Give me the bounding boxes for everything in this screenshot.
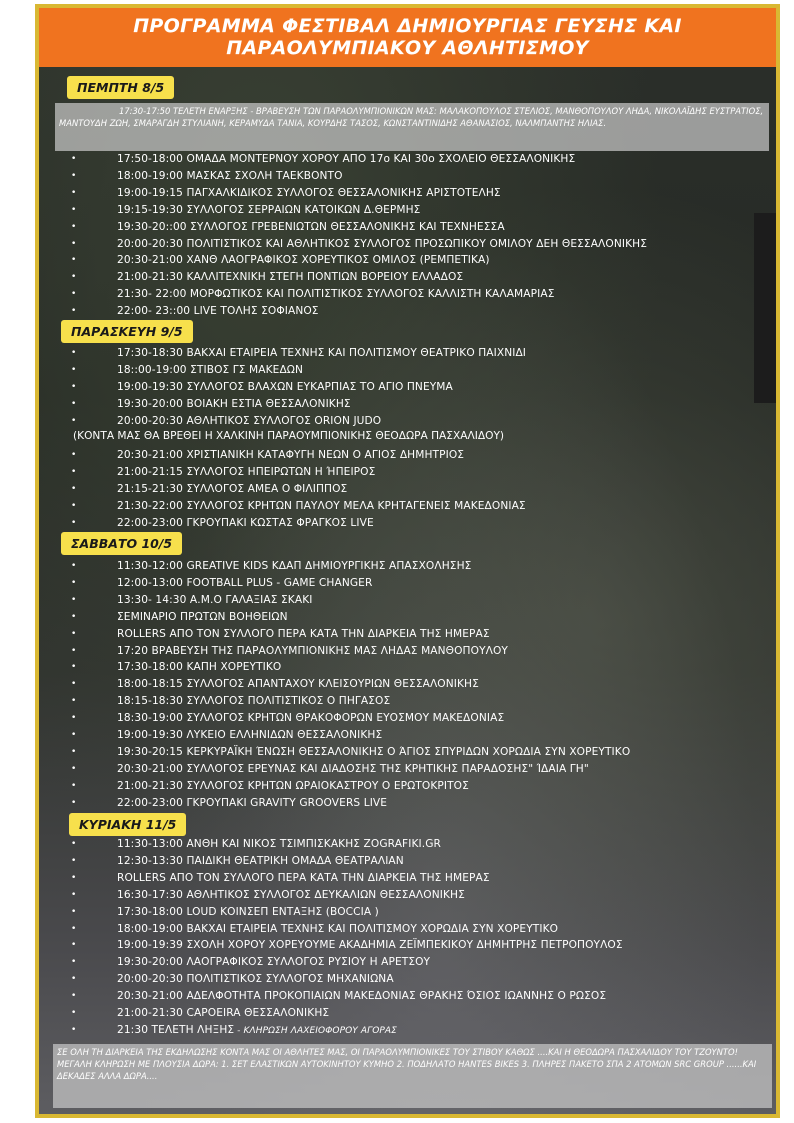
side-bar-decoration — [754, 213, 776, 403]
opening-ceremony-note — [55, 103, 769, 151]
list-item: • 17:20 ΒΡΑΒΕΥΣΗ ΤΗΣ ΠΑΡΑΟΛΥΜΠΙΟΝΙΚΗΣ ΜΑΣ ΛΗΔΑΣ ΜΑΝΘΟΠΟΥΛΟΥ — [71, 643, 630, 660]
list-item: • 21:00-21:30 ΚΑΛΛΙΤΕΧΝΙΚΗ ΣΤΕΓΗ ΠΟΝΤΙΩΝ ΒΟΡΕΙΟΥ ΕΛΛΑΔΟΣ — [71, 269, 647, 286]
list-item: • 17:30-18:00 LOUD ΚΟΙΝΣΕΠ ΕΝΤΑΞΗΣ (BOCCIA ) — [71, 904, 623, 921]
opening-ceremony-text: 17:30-17:50 ΤΕΛΕΤΗ ΕΝΑΡΞΗΣ - ΒΡΑΒΕΥΣΗ ΤΩΝ ΠΑΡΑΟΛΥΜΠΙΟΝΙΚΩΝ ΜΑΣ: ΜΑΛΑΚΟΠΟΥΛΟΣ ΣΤΕΛΙΟΣ, ΜΑΝΘΟΠΟΥΛΟΥ ΛΗΔΑ, ΝΙΚΟΛΑΪΔΗΣ ΕΥΣΤΡΑΤΙΟΣ, ΜΑΝΤΟΥΔΗ ΖΩΗ, ΣΜΑΡΑΓΔΗ ΣΤΥΛΙΑΝΗ, ΚΕΡΑΜΥΔΑ ΤΑΝΙΑ, ΚΟΥΡΔΗΣ ΤΑΣΟΣ, ΚΩΝΣΤΑΝΤΙΝΙΔΗΣ ΑΘΑΝΑΣΙΟΣ, ΝΑΛΜΠΑΝΤΗΣ ΗΛΙΑΣ. — [59, 106, 764, 128]
title-line-1: ΠΡΟΓΡΑΜΜΑ ΦΕΣΤΙΒΑΛ ΔΗΜΙΟΥΡΓΙΑΣ ΓΕΥΣΗΣ ΚΑΙ — [133, 15, 682, 37]
friday-schedule-part-1 — [71, 345, 526, 430]
poster-title — [39, 8, 776, 67]
list-item: • 12:30-13:30 ΠΑΙΔΙΚΗ ΘΕΑΤΡΙΚΗ ΟΜΑΔΑ ΘΕΑΤΡΑΛΙΑΝ — [71, 853, 623, 870]
list-item: • 22:00-23:00 ΓΚΡΟΥΠΑΚΙ GRAVITY GROOVERS LIVE — [71, 795, 630, 812]
title-line-2: ΠΑΡΑΟΛΥΜΠΙΑΚΟΥ ΑΘΛΗΤΙΣΜΟΥ — [226, 37, 589, 59]
list-item: • 22:00- 23::00 LIVE ΤΟΛΗΣ ΣΟΦΙΑΝΟΣ — [71, 303, 647, 320]
festival-poster — [39, 8, 776, 1114]
list-item: • 22:00-23:00 ΓΚΡΟΥΠΑΚΙ ΚΩΣΤΑΣ ΦΡΑΓΚΟΣ LIVE — [71, 515, 526, 532]
list-item: • 11:30-12:00 GREATIVE KIDS ΚΔΑΠ ΔΗΜΙΟΥΡΓΙΚΗΣ ΑΠΑΣΧΟΛΗΣΗΣ — [71, 558, 630, 575]
closing-ceremony-item — [71, 1022, 623, 1040]
list-item: • 21:15-21:30 ΣΥΛΛΟΓΟΣ ΑΜΕΑ Ο ΦΙΛΙΠΠΟΣ — [71, 481, 526, 498]
list-item: • 19:15-19:30 ΣΥΛΛΟΓΟΣ ΣΕΡΡΑΙΩΝ ΚΑΤΟΙΚΩΝ Δ.ΘΕΡΜΗΣ — [71, 202, 647, 219]
closing-ceremony-label: 21:30 ΤΕΛΕΤΗ ΛΗΞΗΣ — [117, 1023, 235, 1036]
list-item: • 20:30-21:00 ΣΥΛΛΟΓΟΣ ΕΡΕΥΝΑΣ ΚΑΙ ΔΙΑΔΟΣΗΣ ΤΗΣ ΚΡΗΤΙΚΗΣ ΠΑΡΑΔΟΣΗΣ" ΊΔΑΙΑ ΓΗ" — [71, 761, 630, 778]
footer-athletes-note: ΣΕ ΟΛΗ ΤΗ ΔΙΑΡΚΕΙΑ ΤΗΣ ΕΚΔΗΛΩΣΗΣ ΚΟΝΤΑ ΜΑΣ ΟΙ ΑΘΛΗΤΕΣ ΜΑΣ, ΟΙ ΠΑΡΑΟΛΥΜΠΙΟΝΙΚΕΣ ΤΟΥ ΣΤΙΒΟΥ ΚΑΘΩΣ ....ΚΑΙ Η ΘΕΟΔΩΡΑ ΠΑΣΧΑΛΙΔΟΥ ΤΟΥ ΤΖΟΥΝΤΟ! — [57, 1047, 738, 1057]
list-item: • 17:30-18:00 ΚΑΠΗ ΧΟΡΕΥΤΙΚΟ — [71, 659, 630, 676]
list-item: • 17:50-18:00 ΟΜΑΔΑ ΜΟΝΤΕΡΝΟΥ ΧΟΡΟΥ ΑΠΟ 17ο ΚΑΙ 30ο ΣΧΟΛΕΙΟ ΘΕΣΣΑΛΟΝΙΚΗΣ — [71, 151, 647, 168]
list-item: • 18:15-18:30 ΣΥΛΛΟΓΟΣ ΠΟΛΙΤΙΣΤΙΚΟΣ Ο ΠΗΓΑΣΟΣ — [71, 693, 630, 710]
list-item: • 18:00-19:00 ΒΑΚΧΑΙ ΕΤΑΙΡΕΙΑ ΤΕΧΝΗΣ ΚΑΙ ΠΟΛΙΤΙΣΜΟΥ ΧΟΡΩΔΙΑ ΣΥΝ ΧΟΡΕΥΤΙΚΟ — [71, 921, 623, 938]
list-item: • 18:00-19:00 ΜΑΣΚΑΣ ΣΧΟΛΗ ΤΑΕΚΒΟΝΤΟ — [71, 168, 647, 185]
day-label-friday: ΠΑΡΑΣΚΕΥΗ 9/5 — [61, 320, 193, 343]
list-item: • 21:30- 22:00 ΜΟΡΦΩΤΙΚΟΣ ΚΑΙ ΠΟΛΙΤΙΣΤΙΚΟΣ ΣΥΛΛΟΓΟΣ ΚΑΛΛΙΣΤΗ ΚΑΛΑΜΑΡΙΑΣ — [71, 286, 647, 303]
list-item: • 21:00-21:30 ΣΥΛΛΟΓΟΣ ΚΡΗΤΩΝ ΩΡΑΙΟΚΑΣΤΡΟΥ Ο ΕΡΩΤΟΚΡΙΤΟΣ — [71, 778, 630, 795]
list-item: • 21:00-21:15 ΣΥΛΛΟΓΟΣ ΗΠΕΙΡΩΤΩΝ Η ΉΠΕΙΡΟΣ — [71, 464, 526, 481]
list-item: • 20:00-20:30 ΠΟΛΙΤΙΣΤΙΚΟΣ ΚΑΙ ΑΘΛΗΤΙΚΟΣ ΣΥΛΛΟΓΟΣ ΠΡΟΣΩΠΙΚΟΥ ΟΜΙΛΟΥ ΔΕΗ ΘΕΣΣΑΛΟΝΙΚΗΣ — [71, 236, 647, 253]
list-item: • 20:30-21:00 ΧΑΝΘ ΛΑΟΓΡΑΦΙΚΟΣ ΧΟΡΕΥΤΙΚΟΣ ΟΜΙΛΟΣ (ΡΕΜΠΕΤΙΚΑ) — [71, 252, 647, 269]
list-item: • 20:00-20:30 ΑΘΛΗΤΙΚΟΣ ΣΥΛΛΟΓΟΣ ORION JUDO — [71, 413, 526, 430]
day-label-saturday: ΣΑΒΒΑΤΟ 10/5 — [61, 532, 182, 555]
friday-guest-note: (ΚΟΝΤΑ ΜΑΣ ΘΑ ΒΡΕΘΕΙ Η ΧΑΛΚΙΝΗ ΠΑΡΑΟΥΜΠΙΟΝΙΚΗΣ ΘΕΟΔΩΡΑ ΠΑΣΧΑΛΙΔΟΥ) — [73, 430, 505, 442]
list-item: • 18::00-19:00 ΣΤΙΒΟΣ ΓΣ ΜΑΚΕΔΩΝ — [71, 362, 526, 379]
list-item: • 16:30-17:30 ΑΘΛΗΤΙΚΟΣ ΣΥΛΛΟΓΟΣ ΔΕΥΚΑΛΙΩΝ ΘΕΣΣΑΛΟΝΙΚΗΣ — [71, 887, 623, 904]
list-item: • 12:00-13:00 FOOTBALL PLUS - GAME CHANGER — [71, 575, 630, 592]
friday-schedule-part-2 — [71, 447, 526, 532]
list-item: • 19:00-19:39 ΣΧΟΛΗ ΧΟΡΟΥ ΧΟΡΕΥΟΥΜΕ ΑΚΑΔΗΜΙΑ ΖΕΪΜΠΕΚΙΚΟΥ ΔΗΜΗΤΡΗΣ ΠΕΤΡΟΠΟΥΛΟΣ — [71, 937, 623, 954]
footer-note — [53, 1044, 772, 1108]
list-item: • 19:30-20:15 ΚΕΡΚΥΡΑΪΚΗ ΈΝΩΣΗ ΘΕΣΣΑΛΟΝΙΚΗΣ Ο ΆΓΙΟΣ ΣΠΥΡΙΔΩΝ ΧΟΡΩΔΙΑ ΣΥΝ ΧΟΡΕΥΤΙΚΟ — [71, 744, 630, 761]
list-item: • 17:30-18:30 ΒΑΚΧΑΙ ΕΤΑΙΡΕΙΑ ΤΕΧΝΗΣ ΚΑΙ ΠΟΛΙΤΙΣΜΟΥ ΘΕΑΤΡΙΚΟ ΠΑΙΧΝΙΔΙ — [71, 345, 526, 362]
list-item: • 20:30-21:00 ΑΔΕΛΦΟΤΗΤΑ ΠΡΟΚΟΠΙΑΙΩΝ ΜΑΚΕΔΟΝΙΑΣ ΘΡΑΚΗΣ ΌΣΙΟΣ ΙΩΑΝΝΗΣ Ο ΡΩΣΟΣ — [71, 988, 623, 1005]
list-item: • ROLLERS ΑΠΟ ΤΟΝ ΣΥΛΛΟΓΟ ΠΕΡΑ ΚΑΤΑ ΤΗΝ ΔΙΑΡΚΕΙΑ ΤΗΣ ΗΜΕΡΑΣ — [71, 626, 630, 643]
list-item: • 19:30-20::00 ΣΥΛΛΟΓΟΣ ΓΡΕΒΕΝΙΩΤΩΝ ΘΕΣΣΑΛΟΝΙΚΗΣ ΚΑΙ ΤΕΧΝΗΕΣΣΑ — [71, 219, 647, 236]
list-item: • 19:30-20:00 ΛΑΟΓΡΑΦΙΚΟΣ ΣΥΛΛΟΓΟΣ ΡΥΣΙΟΥ Η ΑΡΕΤΣΟΥ — [71, 954, 623, 971]
list-item: • 13:30- 14:30 Α.Μ.Ο ΓΑΛΑΞΙΑΣ ΣΚΑΚΙ — [71, 592, 630, 609]
list-item: • 19:30-20:00 ΒΟΙΑΚΗ ΕΣΤΙΑ ΘΕΣΣΑΛΟΝΙΚΗΣ — [71, 396, 526, 413]
list-item: • 18:00-18:15 ΣΥΛΛΟΓΟΣ ΑΠΑΝΤΑΧΟΥ ΚΛΕΙΣΟΥΡΙΩΝ ΘΕΣΣΑΛΟΝΙΚΗΣ — [71, 676, 630, 693]
list-item: • 20:00-20:30 ΠΟΛΙΤΙΣΤΙΚΟΣ ΣΥΛΛΟΓΟΣ ΜΗΧΑΝΙΩΝΑ — [71, 971, 623, 988]
thursday-schedule — [71, 151, 647, 320]
list-item: • 19:00-19:30 ΣΥΛΛΟΓΟΣ ΒΛΑΧΩΝ ΕΥΚΑΡΠΙΑΣ ΤΟ ΑΓΙΟ ΠΝΕΥΜΑ — [71, 379, 526, 396]
list-item: • 21:00-21:30 CAPOEIRA ΘΕΣΣΑΛΟΝΙΚΗΣ — [71, 1005, 623, 1022]
footer-lottery-note: ΜΕΓΑΛΗ ΚΛΗΡΩΣΗ ΜΕ ΠΛΟΥΣΙΑ ΔΩΡΑ: 1. ΣΕΤ ΕΛΑΣΤΙΚΩΝ ΑΥΤΟΚΙΝΗΤΟΥ ΚΥΜΗΟ 2. ΠΟΔΗΛΑΤΟ ΗΑΝΤΕS BIKES 3. ΠΛΗΡΕΣ ΠΑΚΕΤΟ ΣΠΑ 2 ΑΤΟΜΩΝ SRC GROUP ......ΚΑΙ ΔΕΚΑΔΕΣ ΑΛΛΑ ΔΩΡΑ.... — [57, 1059, 757, 1081]
list-item: • 21:30-22:00 ΣΥΛΛΟΓΟΣ ΚΡΗΤΩΝ ΠΑΥΛΟΥ ΜΕΛΑ ΚΡΗΤΑΓΕΝΕΙΣ ΜΑΚΕΔΟΝΙΑΣ — [71, 498, 526, 515]
list-item: • 20:30-21:00 ΧΡΙΣΤΙΑΝΙΚΗ ΚΑΤΑΦΥΓΗ ΝΕΩΝ Ο ΑΓΙΟΣ ΔΗΜΗΤΡΙΟΣ — [71, 447, 526, 464]
list-item: • 11:30-13:00 ΑΝΘΗ ΚΑΙ ΝΙΚΟΣ ΤΣΙΜΠΙΣΚΑΚΗΣ ZOGRAFIKI.GR — [71, 836, 623, 853]
list-item: • 19:00-19:15 ΠΑΓΧΑΛΚΙΔΙΚΟΣ ΣΥΛΛΟΓΟΣ ΘΕΣΣΑΛΟΝΙΚΗΣ ΑΡΙΣΤΟΤΕΛΗΣ — [71, 185, 647, 202]
day-label-thursday: ΠΕΜΠΤΗ 8/5 — [67, 76, 174, 99]
saturday-schedule — [71, 558, 630, 812]
sunday-schedule — [71, 836, 623, 1040]
list-item: • ΣΕΜΙΝΑΡΙΟ ΠΡΩΤΩΝ ΒΟΗΘΕΙΩΝ — [71, 609, 630, 626]
list-item: • 19:00-19:30 ΛΥΚΕΙΟ ΕΛΛΗΝΙΔΩΝ ΘΕΣΣΑΛΟΝΙΚΗΣ — [71, 727, 630, 744]
list-item: • 18:30-19:00 ΣΥΛΛΟΓΟΣ ΚΡΗΤΩΝ ΘΡΑΚΟΦΟΡΩΝ ΕΥΟΣΜΟΥ ΜΑΚΕΔΟΝΙΑΣ — [71, 710, 630, 727]
list-item: • ROLLERS ΑΠΟ ΤΟΝ ΣΥΛΛΟΓΟ ΠΕΡΑ ΚΑΤΑ ΤΗΝ ΔΙΑΡΚΕΙΑ ΤΗΣ ΗΜΕΡΑΣ — [71, 870, 623, 887]
day-label-sunday: ΚΥΡΙΑΚΗ 11/5 — [69, 813, 186, 836]
closing-ceremony-lottery: - ΚΛΗΡΩΣΗ ΛΑΧΕΙΟΦΟΡΟΥ ΑΓΟΡΑΣ — [234, 1025, 397, 1036]
